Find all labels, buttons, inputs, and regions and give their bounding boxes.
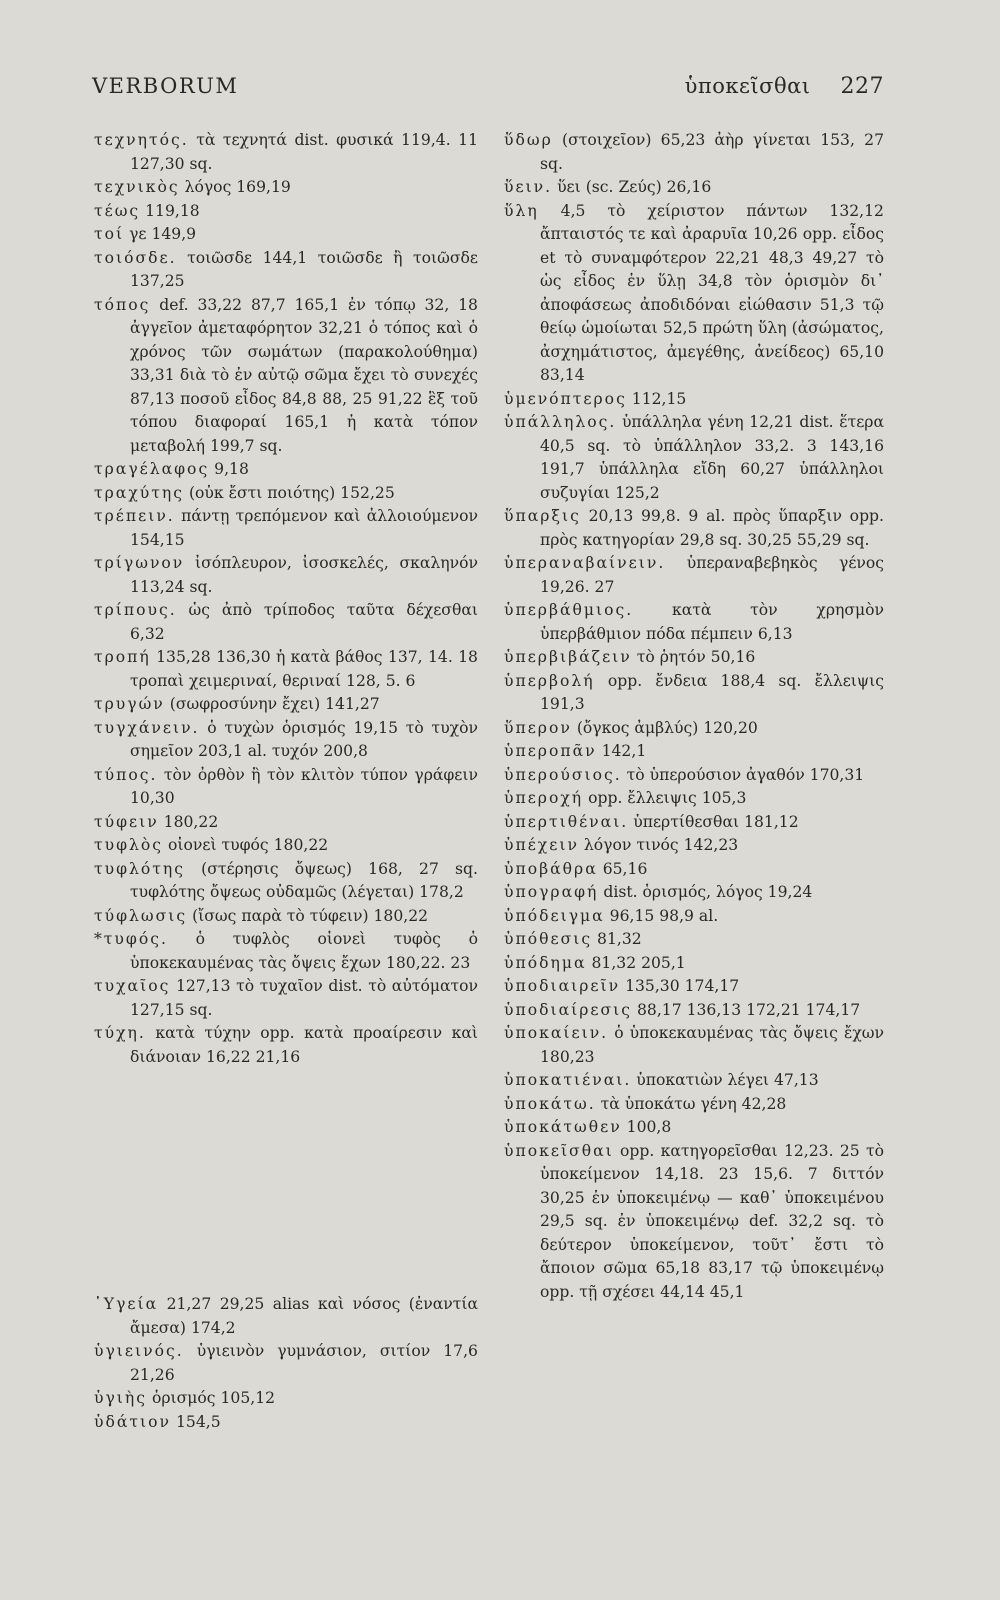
running-head-word: ὑποκεῖσθαι [684,74,811,98]
entry-headword: ῾Υγεία [94,1295,159,1313]
entry-headword: τύπος. [94,765,158,784]
entry-references: 65,16 [602,859,648,878]
entry-headword: ὑπέχειν [504,836,579,854]
entry-references: 4,5 τὸ χείριστον πάντων 132,12 ἄπταιστός τε καὶ ἀραρυῖα 10,26 opp. εἶδος et τὸ συναμφότερον 22,21 48,3 49,27 τὸ ὡς εἶδος ἐν ὕλῃ 34,8 τὸν ὁρισμὸν δι᾽ ἀποφάσεως ἀποδιδόναι εἰώθασιν 51,3 τῷ θείῳ ὡμοίωται 52,5 πρώτη ὕλη (ἀσώματος, ἀσχημάτιστος, ἀμεγέθης, ἀνείδεος) 65,10 83,14 [540,201,884,384]
entry-references: ὁ ὑποκεκαυμένας τὰς ὄψεις ἔχων 180,23 [540,1024,884,1066]
entry-headword: ὑποδιαιρεῖν [504,977,621,995]
entry-headword: ὑπερτιθέναι. [504,812,629,831]
entry-headword: ὑποκεῖσθαι [504,1141,614,1160]
entry-references: οἱονεὶ τυφός 180,22 [168,836,329,854]
index-entry [504,670,884,717]
entry-headword: ὑπόθεσις [504,930,593,948]
index-entry [94,1293,478,1340]
entry-headword: ὑπάλληλος. [504,413,617,431]
entry-references: λόγον τινός 142,23 [583,836,739,854]
entry-headword: ὕπερον [504,718,572,737]
entry-references: ὑποκατιὼν λέγει 47,13 [636,1071,819,1089]
entry-references: opp. ἔλλειψις 105,3 [588,789,747,807]
entry-headword: τραχύτης [94,483,184,502]
index-entry [94,858,478,905]
index-entry [504,129,884,176]
entry-headword: ὑπερβιβάζειν [504,648,632,666]
entry-references: 96,15 98,9 al. [609,906,719,925]
entry-references: (οὐκ ἔστι ποιότης) 152,25 [188,483,395,502]
index-entry [94,552,478,599]
index-entry [504,952,884,976]
entry-headword: τύφειν [94,812,159,831]
entry-references: (στέρησις ὄψεως) 168, 27 sq. τυφλότης ὄψεως οὐδαμῶς (λέγεται) 178,2 [130,859,478,901]
index-entry [504,1022,884,1069]
entry-references: 81,32 [597,930,642,948]
index-entry [94,223,478,247]
entry-headword: ὕειν. [504,178,553,196]
entry-references: 81,32 205,1 [591,953,686,972]
entry-headword: τυφλὸς [94,836,164,854]
entry-references: ὑπερτίθεσθαι 181,12 [633,812,799,831]
entry-headword: ὑπερβολή [504,671,595,690]
entry-references: opp. κατηγορεῖσθαι 12,23. 25 τὸ ὑποκείμενον 14,18. 23 15,6. 7 διττόν 30,25 ἐν ὑποκειμένῳ — καθ᾽ ὑποκειμένου 29,5 sq. ἐν ὑποκειμένῳ def. 32,2 sq. τὸ δεύτερον ὑποκείμενον, τοῦτ᾽ ἔστι τὸ ἄποιον σῶμα 65,18 83,17 τῷ ὑποκειμένῳ opp. τῇ σχέσει 44,14 45,1 [540,1141,884,1301]
index-entry [94,247,478,294]
entry-references: 112,15 [631,389,687,408]
index-entry [504,905,884,929]
entry-references: πάντῃ τρεπόμενον καὶ ἀλλοιούμενον 154,15 [130,507,478,549]
index-entry [504,599,884,646]
entry-references: 119,18 [145,201,200,220]
entry-headword: τόπος [94,295,151,314]
entry-headword: τυχαῖος [94,977,171,995]
entry-headword: ὑποκάτω. [504,1094,596,1113]
entry-headword: ὑπόδειγμα [504,906,605,925]
entry-headword: τραγέλαφος [94,460,210,478]
entry-headword: ὕλη [504,201,539,220]
entry-references: def. 33,22 87,7 165,1 ἐν τόπῳ 32, 18 ἀγγεῖον ἀμεταφόρητον 32,21 ὁ τόπος καὶ ὁ χρόνος τῶν σωμάτων (παρακολούθημα) 33,31 διὰ τὸ ἐν αὐτῷ σῶμα ἔχει τὸ συνεχές 87,13 ποσοῦ εἶδος 84,8 88, 25 91,22 ἓξ τοῦ τόπου διαφοραί 165,1 ἡ κατὰ τόπον μεταβολή 199,7 sq. [130,295,478,455]
index-entry [94,693,478,717]
index-entry [504,999,884,1023]
index-entry [94,458,478,482]
index-entry [94,834,478,858]
entry-references: ὑπάλληλα γένη 12,21 dist. ἕτερα 40,5 sq. τὸ ὑπάλληλον 33,2. 3 143,16 191,7 ὑπάλληλα εἴδη 60,27 ὑπάλληλοι συζυγίαι 125,2 [540,413,884,502]
index-entry [504,858,884,882]
entry-headword: τοί [94,225,125,243]
entry-references: 180,22 [163,812,219,831]
index-entry [504,411,884,505]
entry-references: ὑπεραναβεβηκὸς γένος 19,26. 27 [540,554,884,596]
entry-references: λόγος 169,19 [184,178,291,196]
index-entry [504,388,884,412]
index-entry [94,129,478,176]
entry-headword: ὑποκατιέναι. [504,1071,632,1089]
index-entry [94,717,478,764]
entry-references: (ἴσως παρὰ τὸ τύφειν) 180,22 [192,906,429,925]
entry-headword: ὕδωρ [504,131,553,149]
entry-headword: ὑποκάτωθεν [504,1118,622,1136]
index-entry [94,811,478,835]
entry-headword: ὑπεροπᾶν [504,742,597,760]
entry-headword: τύχη. [94,1024,146,1042]
entry-headword: ὑγιεινός. [94,1342,184,1360]
entry-references: 142,1 [601,742,647,760]
entry-headword: τρίγωνον [94,554,185,572]
entry-headword: ὑδάτιον [94,1412,172,1431]
entry-headword: ὑμενόπτερος [504,389,627,408]
index-entry [504,1140,884,1305]
entry-headword: ὑπερβάθμιος. [504,601,634,619]
running-head [92,74,884,106]
entry-references: ἰσόπλευρον, ἰσοσκελές, σκαληνόν 113,24 sq. [130,554,478,596]
entry-references: κατὰ τύχην opp. κατὰ προαίρεσιν καὶ διάνοιαν 16,22 21,16 [130,1024,478,1066]
index-entry [94,928,478,975]
index-entry [94,1340,478,1387]
entry-headword: τοιόσδε. [94,248,177,267]
entry-headword: τέως [94,201,141,220]
index-entry [94,764,478,811]
index-entry [504,1116,884,1140]
entry-references: 127,13 τὸ τυχαῖον dist. τὸ αὐτόματον 127,15 sq. [130,977,478,1019]
entry-references: 9,18 [214,460,249,478]
entry-headword: ὑποβάθρα [504,859,598,878]
index-entry [504,646,884,670]
entry-references: ὕει (sc. Ζεύς) 26,16 [557,178,712,196]
index-entry [94,1387,478,1411]
entry-headword: ὑπεραναβαίνειν. [504,554,666,572]
index-entry [504,787,884,811]
index-entry [504,1093,884,1117]
entry-headword: τρέπειν. [94,507,175,525]
left-column [94,129,478,1069]
index-entry [94,599,478,646]
entry-references: ὁ τυχὼν ὁρισμός 19,15 τὸ τυχὸν σημεῖον 203,1 al. τυχόν 200,8 [130,718,478,760]
entry-headword: ὑπόδημα [504,953,587,972]
entry-headword: ὑπεροχή [504,789,584,807]
entry-references: γε 149,9 [129,225,197,243]
entry-headword: ὑπογραφή [504,883,599,901]
index-entry [94,294,478,459]
entry-references: ὁ τυφλὸς οἱονεὶ τυφὸς ὁ ὑποκεκαυμένας τὰς ὄψεις ἔχων 180,22. 23 [130,930,478,972]
right-column [504,129,884,1304]
entry-headword: ὕπαρξις [504,507,581,525]
index-entry [94,975,478,1022]
entry-references: (ὄγκος ἀμβλύς) 120,20 [576,718,758,737]
entry-headword: ὑποκαίειν. [504,1024,609,1042]
index-entry [504,740,884,764]
index-entry [504,552,884,599]
index-entry [94,200,478,224]
index-entry [504,200,884,388]
entry-headword: τυφλότης [94,859,185,878]
entry-references: τὸ ῥητόν 50,16 [636,648,756,666]
entry-references: τὰ ὑποκάτω γένη 42,28 [600,1094,787,1113]
entry-headword: τύφλωσις [94,906,188,925]
entry-headword: τρίπους. [94,601,177,619]
entry-headword: ὑπερούσιος. [504,765,622,784]
entry-references: 154,5 [175,1412,221,1431]
entry-references: dist. ὁρισμός, λόγος 19,24 [603,883,813,901]
running-head-left: VERBORUM [92,74,239,98]
entry-references: 100,8 [626,1118,672,1136]
entry-references: κατὰ τὸν χρησμὸν ὑπερβάθμιον πόδα πέμπειν 6,13 [540,601,884,643]
index-entry [504,717,884,741]
index-entry [94,646,478,693]
page-number: 227 [840,74,884,99]
entry-references: τὸν ὀρθὸν ἢ τὸν κλιτὸν τύπον γράφειν 10,30 [130,765,478,807]
index-entry [94,905,478,929]
entry-references: 20,13 99,8. 9 al. πρὸς ὕπαρξιν opp. πρὸς κατηγορίαν 29,8 sq. 30,25 55,29 sq. [540,507,884,549]
index-entry [94,176,478,200]
entry-headword: τεχνητός. [94,131,189,149]
index-entry [504,1069,884,1093]
entry-references: ὁρισμός 105,12 [151,1389,276,1407]
index-entry [504,811,884,835]
entry-references: 88,17 136,13 172,21 174,17 [636,1000,861,1019]
entry-references: 135,30 174,17 [625,977,740,995]
index-entry [504,505,884,552]
entry-headword: ὑγιὴς [94,1389,147,1407]
entry-references: τὸ ὑπερούσιον ἀγαθόν 170,31 [626,765,865,784]
entry-references: 21,27 29,25 alias καὶ νόσος (ἐναντία ἄμεσα) 174,2 [130,1295,478,1337]
entry-references: ὑγιεινὸν γυμνάσιον, σιτίον 17,6 21,26 [130,1342,478,1384]
index-entry [504,975,884,999]
entry-references: τοιῶσδε 144,1 τοιῶσδε ἢ τοιῶσδε 137,25 [130,248,478,290]
entry-headword: τυγχάνειν. [94,718,200,737]
entry-headword: *τυφός. [94,930,168,948]
index-entry [504,176,884,200]
entry-headword: τρυγών [94,695,165,713]
entry-references: τὰ τεχνητά dist. φυσικά 119,4. 11 127,30 sq. [130,131,478,173]
index-entry [504,881,884,905]
running-head-right [685,74,884,99]
entry-references: (σωφροσύνην ἔχει) 141,27 [169,695,380,713]
entry-headword: τροπή [94,648,151,666]
left-column-bottom [94,1293,478,1434]
entry-references: 135,28 136,30 ἡ κατὰ βάθος 137, 14. 18 τροπαὶ χειμεριναί, θεριναί 128, 5. 6 [130,648,478,690]
entry-headword: τεχνικὸς [94,178,180,196]
index-entry [94,482,478,506]
index-entry [94,505,478,552]
index-entry [504,834,884,858]
entry-references: (στοιχεῖον) 65,23 ἀὴρ γίνεται 153, 27 sq. [540,131,884,173]
index-entry [94,1411,478,1435]
entry-headword: ὑποδιαίρεσις [504,1000,633,1019]
entry-references: ὡς ἀπὸ τρίποδος ταῦτα δέχεσθαι 6,32 [130,601,478,643]
index-entry [504,764,884,788]
index-entry [504,928,884,952]
entry-references: opp. ἔνδεια 188,4 sq. ἔλλειψις 191,3 [540,671,884,713]
index-entry [94,1022,478,1069]
